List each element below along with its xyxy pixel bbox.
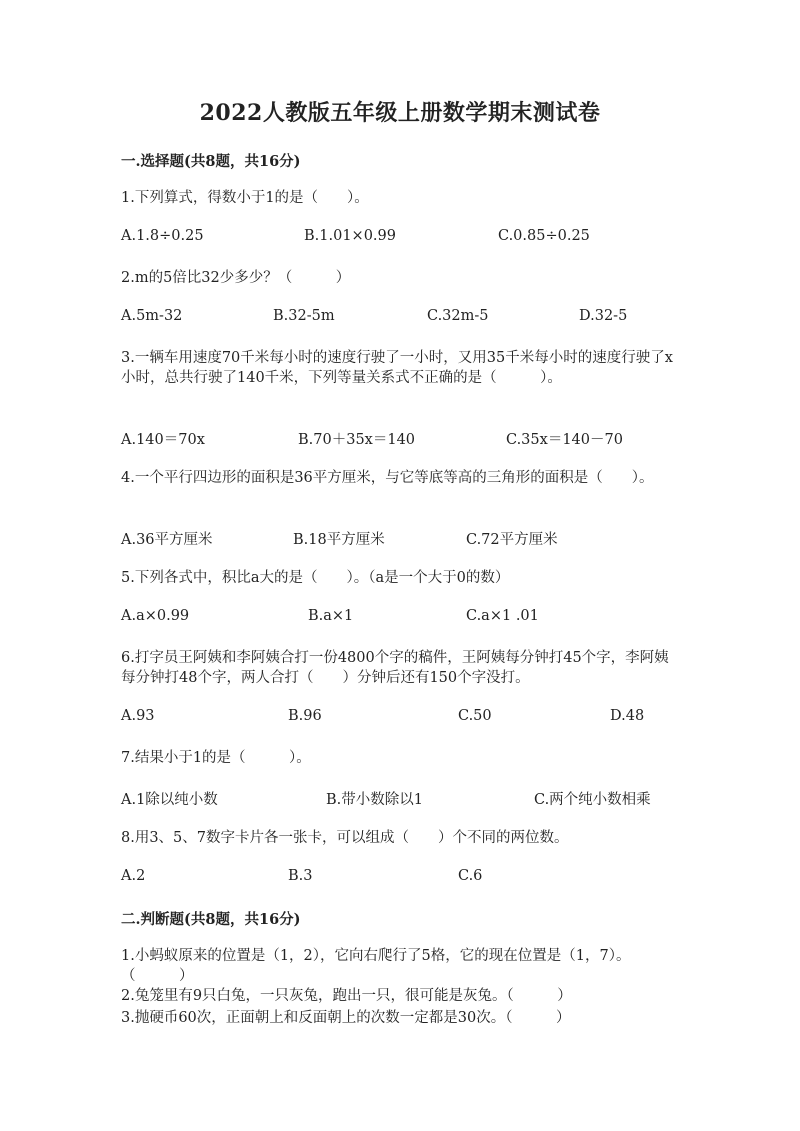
question-options (121, 228, 681, 248)
option-a: A.36平方厘米 (121, 532, 213, 548)
option-c: C.两个纯小数相乘 (534, 792, 651, 808)
question-options (121, 528, 681, 548)
question-options (121, 788, 681, 808)
option-a: A.5m-32 (121, 308, 183, 324)
question-stem: 5.下列各式中，积比a大的是（ ）。（a是一个大于0的数） (121, 570, 510, 586)
option-d: D.48 (610, 708, 645, 724)
option-a: A.93 (121, 708, 155, 724)
section-heading-choice: 一.选择题(共8题，共16分) (121, 153, 301, 170)
option-b: B.32-5m (273, 308, 335, 324)
option-c: C.0.85÷0.25 (498, 228, 590, 244)
question-options (121, 708, 681, 728)
option-b: B.96 (288, 708, 322, 724)
option-c: C.a×1 .01 (466, 608, 539, 624)
option-c: C.32m-5 (427, 308, 489, 324)
option-a: A.2 (121, 868, 146, 884)
option-b: B.a×1 (308, 608, 354, 624)
question-stem: 8.用3、5、7数字卡片各一张卡，可以组成（ ）个不同的两位数。 (121, 830, 569, 846)
option-a: A.a×0.99 (121, 608, 190, 624)
option-d: D.32-5 (579, 308, 628, 324)
question-stem: 2.m的5倍比32少多少？（ ） (121, 270, 351, 286)
judge-question: 2.兔笼里有9只白兔，一只灰兔，跑出一只，很可能是灰兔。（ ） (121, 988, 572, 1004)
option-b: B.1.01×0.99 (304, 228, 396, 244)
question-stem: 7.结果小于1的是（ ）。 (121, 750, 311, 766)
judge-question: 3.抛硬币60次，正面朝上和反面朝上的次数一定都是30次。（ ） (121, 1010, 571, 1026)
page-title: 2022人教版五年级上册数学期末测试卷 (199, 100, 601, 126)
question-stem: 6.打字员王阿姨和李阿姨合打一份4800个字的稿件，王阿姨每分钟打45个字，李阿姨每分钟打48个字，两人合打（ ）分钟后还有150个字没打。 (121, 650, 669, 686)
option-b: B.70＋35x＝140 (298, 432, 416, 448)
option-b: B.带小数除以1 (326, 792, 423, 808)
question-stem: 1.下列算式，得数小于1的是（ ）。 (121, 190, 369, 206)
question-options (121, 308, 681, 328)
question-options (121, 608, 681, 628)
option-c: C.6 (458, 868, 483, 884)
question-options (121, 868, 681, 888)
question-options (121, 428, 681, 448)
option-b: B.18平方厘米 (293, 532, 385, 548)
question-stem: 3.一辆车用速度70千米每小时的速度行驶了一小时，又用35千米每小时的速度行驶了x小时，总共行驶了140千米，下列等量关系式不正确的是（ ）。 (121, 350, 673, 386)
judge-question: 1.小蚂蚁原来的位置是（1，2），它向右爬行了5格，它的现在位置是（1，7）。（ ） (121, 948, 631, 984)
option-c: C.35x＝140－70 (506, 432, 623, 448)
option-c: C.72平方厘米 (466, 532, 558, 548)
question-stem: 4.一个平行四边形的面积是36平方厘米，与它等底等高的三角形的面积是（ ）。 (121, 470, 654, 486)
option-a: A.1.8÷0.25 (121, 228, 204, 244)
option-a: A.1除以纯小数 (121, 792, 218, 808)
option-b: B.3 (288, 868, 313, 884)
option-a: A.140＝70x (121, 432, 205, 448)
option-c: C.50 (458, 708, 492, 724)
section-heading-judge: 二.判断题(共8题，共16分) (121, 911, 301, 928)
